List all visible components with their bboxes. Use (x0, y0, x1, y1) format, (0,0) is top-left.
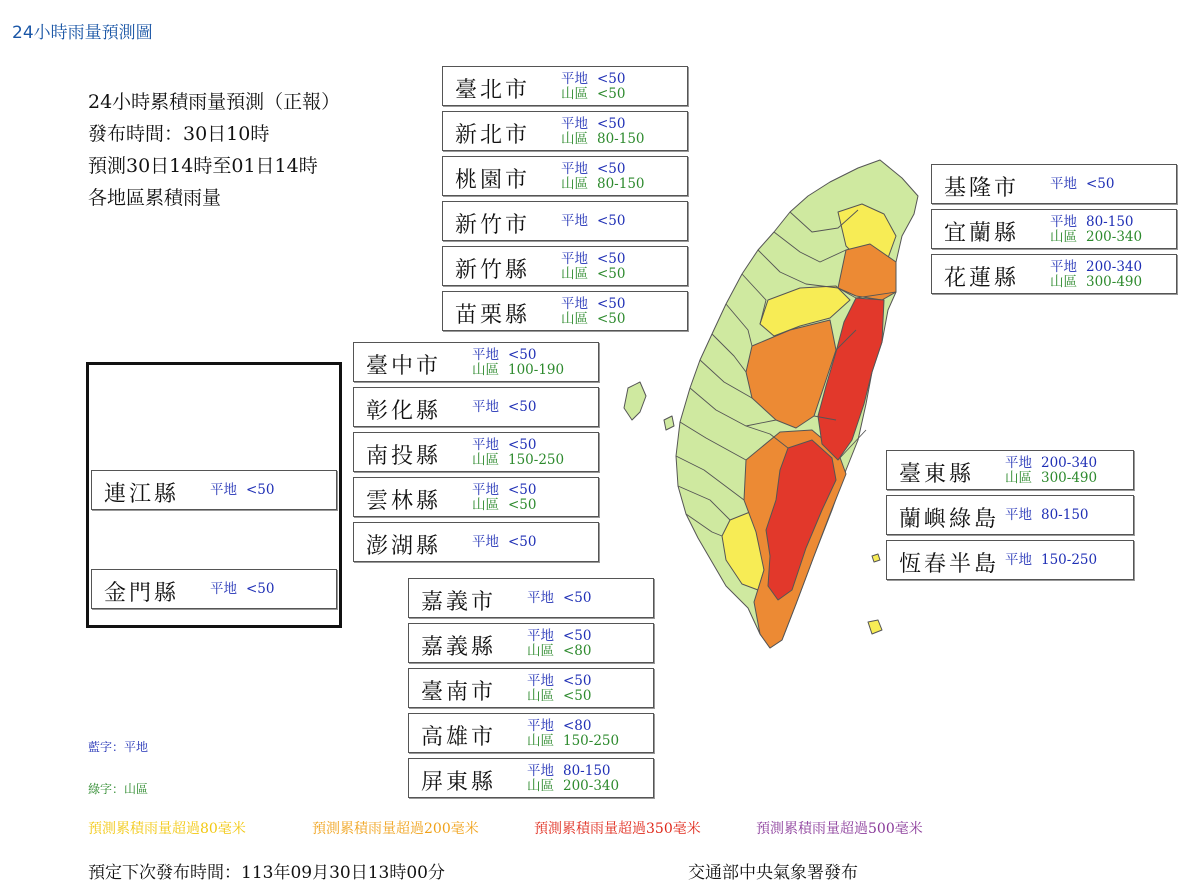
mountain-rainfall (561, 312, 626, 327)
region-box (408, 623, 654, 663)
flat-value: <50 (563, 628, 592, 644)
region-name: 彰化縣 (366, 399, 442, 424)
flat-rainfall (561, 162, 626, 177)
region-box (408, 578, 654, 618)
flat-value: <50 (1086, 176, 1115, 192)
region-name: 嘉義縣 (421, 635, 497, 660)
flat-label: 平地 (210, 581, 237, 597)
flat-rainfall (1050, 215, 1134, 230)
region-box (442, 246, 688, 286)
flat-value: <50 (597, 161, 626, 177)
flat-label: 平地 (561, 296, 588, 312)
flat-label: 平地 (1050, 176, 1077, 192)
flat-rainfall (472, 348, 537, 363)
flat-value: <50 (597, 116, 626, 132)
mountain-rainfall (527, 689, 592, 704)
region-name: 嘉義市 (421, 590, 497, 615)
legend-over-350: 預測累積雨量超過350毫米 (534, 821, 701, 837)
region-name: 蘭嶼綠島 (899, 507, 1000, 532)
flat-value: 80-150 (1041, 507, 1089, 523)
mountain-value: 80-150 (597, 131, 645, 147)
region-box (353, 342, 599, 382)
note-blue: 藍字：平地 (88, 740, 149, 754)
mountain-value: <80 (563, 643, 592, 659)
mountain-label: 山區 (472, 497, 499, 513)
mountain-label: 山區 (561, 131, 588, 147)
flat-label: 平地 (472, 437, 499, 453)
mountain-value: 150-250 (508, 452, 565, 468)
flat-value: <50 (597, 213, 626, 229)
region-box (408, 758, 654, 798)
flat-value: <50 (563, 590, 592, 606)
forecast-heading: 24小時累積雨量預測（正報） (88, 91, 341, 113)
flat-rainfall (561, 214, 626, 229)
region-name: 澎湖縣 (366, 534, 442, 559)
flat-rainfall (472, 438, 537, 453)
mountain-label: 山區 (472, 362, 499, 378)
mountain-label: 山區 (561, 86, 588, 102)
flat-rainfall (210, 483, 275, 498)
next-issue-time: 預定下次發布時間：113年09月30日13時00分 (88, 863, 445, 883)
mountain-value: <50 (597, 86, 626, 102)
region-box (931, 164, 1177, 204)
region-name: 基隆市 (944, 176, 1020, 201)
flat-label: 平地 (1005, 455, 1032, 471)
flat-label: 平地 (472, 482, 499, 498)
mountain-label: 山區 (1005, 470, 1032, 486)
flat-label: 平地 (527, 718, 554, 734)
mountain-value: <50 (508, 497, 537, 513)
flat-label: 平地 (561, 213, 588, 229)
region-box (91, 470, 337, 510)
legend-over-200: 預測累積雨量超過200毫米 (312, 821, 479, 837)
flat-value: 80-150 (1086, 214, 1134, 230)
issue-time: 發布時間：30日10時 (88, 123, 270, 145)
flat-value: 80-150 (563, 763, 611, 779)
mountain-value: 200-340 (1086, 229, 1143, 245)
flat-value: <50 (563, 673, 592, 689)
region-name: 臺東縣 (899, 462, 975, 487)
region-name: 臺北市 (455, 78, 531, 103)
flat-value: <80 (563, 718, 592, 734)
flat-value: <50 (246, 581, 275, 597)
mountain-rainfall (527, 779, 619, 794)
flat-rainfall (210, 582, 275, 597)
mountain-rainfall (472, 498, 537, 513)
region-box (442, 201, 688, 241)
flat-value: <50 (508, 437, 537, 453)
flat-label: 平地 (527, 763, 554, 779)
region-name: 花蓮縣 (944, 266, 1020, 291)
flat-rainfall (472, 400, 537, 415)
region-box (442, 111, 688, 151)
region-box (91, 569, 337, 609)
region-name: 高雄市 (421, 725, 497, 750)
mountain-value: <50 (597, 266, 626, 282)
mountain-value: 150-250 (563, 733, 620, 749)
region-box (353, 477, 599, 517)
mountain-rainfall (1050, 230, 1142, 245)
flat-value: <50 (508, 482, 537, 498)
mountain-rainfall (472, 363, 564, 378)
mountain-label: 山區 (527, 733, 554, 749)
region-box (886, 495, 1134, 535)
mountain-value: 300-490 (1086, 274, 1143, 290)
region-name: 金門縣 (104, 581, 180, 606)
flat-rainfall (561, 297, 626, 312)
forecast-subtitle: 各地區累積雨量 (88, 187, 222, 209)
region-box (353, 522, 599, 562)
flat-label: 平地 (1050, 214, 1077, 230)
flat-value: 200-340 (1041, 455, 1098, 471)
region-box (931, 209, 1177, 249)
mountain-value: <50 (563, 688, 592, 704)
region-name: 南投縣 (366, 444, 442, 469)
flat-label: 平地 (1005, 552, 1032, 568)
flat-label: 平地 (561, 161, 588, 177)
region-box (353, 387, 599, 427)
region-box (886, 450, 1134, 490)
mountain-label: 山區 (561, 311, 588, 327)
flat-label: 平地 (527, 673, 554, 689)
mountain-value: 200-340 (563, 778, 620, 794)
region-name: 臺中市 (366, 354, 442, 379)
mountain-label: 山區 (561, 176, 588, 192)
mountain-label: 山區 (472, 452, 499, 468)
region-box (931, 254, 1177, 294)
region-name: 雲林縣 (366, 489, 442, 514)
mountain-label: 山區 (1050, 274, 1077, 290)
mountain-label: 山區 (527, 643, 554, 659)
flat-label: 平地 (1005, 507, 1032, 523)
mountain-label: 山區 (527, 778, 554, 794)
mountain-value: <50 (597, 311, 626, 327)
flat-rainfall (472, 483, 537, 498)
flat-rainfall (561, 72, 626, 87)
penghu-islet (664, 416, 674, 430)
lanyu-island (868, 620, 882, 634)
mountain-value: 300-490 (1041, 470, 1098, 486)
mountain-rainfall (561, 132, 645, 147)
mountain-label: 山區 (527, 688, 554, 704)
note-green: 綠字：山區 (88, 782, 149, 796)
flat-rainfall (472, 535, 537, 550)
mountain-rainfall (472, 453, 564, 468)
mountain-rainfall (561, 177, 645, 192)
mountain-label: 山區 (561, 266, 588, 282)
region-name: 恆春半島 (899, 552, 1000, 577)
region-name: 屏東縣 (421, 770, 497, 795)
flat-label: 平地 (561, 116, 588, 132)
flat-rainfall (527, 629, 592, 644)
flat-value: <50 (597, 296, 626, 312)
flat-rainfall (1005, 456, 1097, 471)
flat-label: 平地 (561, 71, 588, 87)
flat-value: <50 (597, 251, 626, 267)
legend-over-80: 預測累積雨量超過80毫米 (88, 821, 246, 837)
flat-value: <50 (508, 399, 537, 415)
issuer: 交通部中央氣象署發布 (688, 863, 858, 883)
region-box (442, 291, 688, 331)
mountain-rainfall (527, 734, 619, 749)
region-box (886, 540, 1134, 580)
flat-label: 平地 (527, 590, 554, 606)
mountain-rainfall (1050, 275, 1142, 290)
flat-value: <50 (508, 347, 537, 363)
flat-value: <50 (246, 482, 275, 498)
mountain-rainfall (1005, 471, 1097, 486)
mountain-label: 山區 (1050, 229, 1077, 245)
mountain-value: 80-150 (597, 176, 645, 192)
region-name: 桃園市 (455, 168, 531, 193)
flat-label: 平地 (561, 251, 588, 267)
mountain-rainfall (561, 87, 626, 102)
region-name: 新北市 (455, 123, 531, 148)
penghu-islands (624, 382, 646, 420)
flat-rainfall (527, 719, 592, 734)
flat-rainfall (527, 591, 592, 606)
flat-label: 平地 (472, 534, 499, 550)
flat-rainfall (1005, 553, 1097, 568)
flat-rainfall (1050, 260, 1142, 275)
flat-rainfall (561, 117, 626, 132)
region-box (442, 66, 688, 106)
forecast-period: 預測30日14時至01日14時 (88, 155, 318, 177)
flat-label: 平地 (527, 628, 554, 644)
page-title: 24小時雨量預測圖 (12, 23, 153, 43)
region-name: 宜蘭縣 (944, 221, 1020, 246)
flat-value: <50 (597, 71, 626, 87)
flat-label: 平地 (210, 482, 237, 498)
flat-value: <50 (508, 534, 537, 550)
flat-value: 150-250 (1041, 552, 1098, 568)
green-island (872, 554, 880, 562)
mountain-rainfall (561, 267, 626, 282)
flat-rainfall (527, 764, 611, 779)
flat-label: 平地 (472, 399, 499, 415)
flat-label: 平地 (1050, 259, 1077, 275)
mountain-rainfall (527, 644, 592, 659)
legend-over-500: 預測累積雨量超過500毫米 (756, 821, 923, 837)
region-box (408, 713, 654, 753)
region-box (353, 432, 599, 472)
flat-rainfall (561, 252, 626, 267)
mountain-value: 100-190 (508, 362, 565, 378)
flat-rainfall (527, 674, 592, 689)
region-name: 連江縣 (104, 482, 180, 507)
region-name: 新竹市 (455, 213, 531, 238)
region-name: 新竹縣 (455, 258, 531, 283)
region-name: 臺南市 (421, 680, 497, 705)
region-name: 苗栗縣 (455, 303, 531, 328)
flat-rainfall (1050, 177, 1115, 192)
region-box (408, 668, 654, 708)
flat-rainfall (1005, 508, 1089, 523)
flat-value: 200-340 (1086, 259, 1143, 275)
flat-label: 平地 (472, 347, 499, 363)
region-box (442, 156, 688, 196)
